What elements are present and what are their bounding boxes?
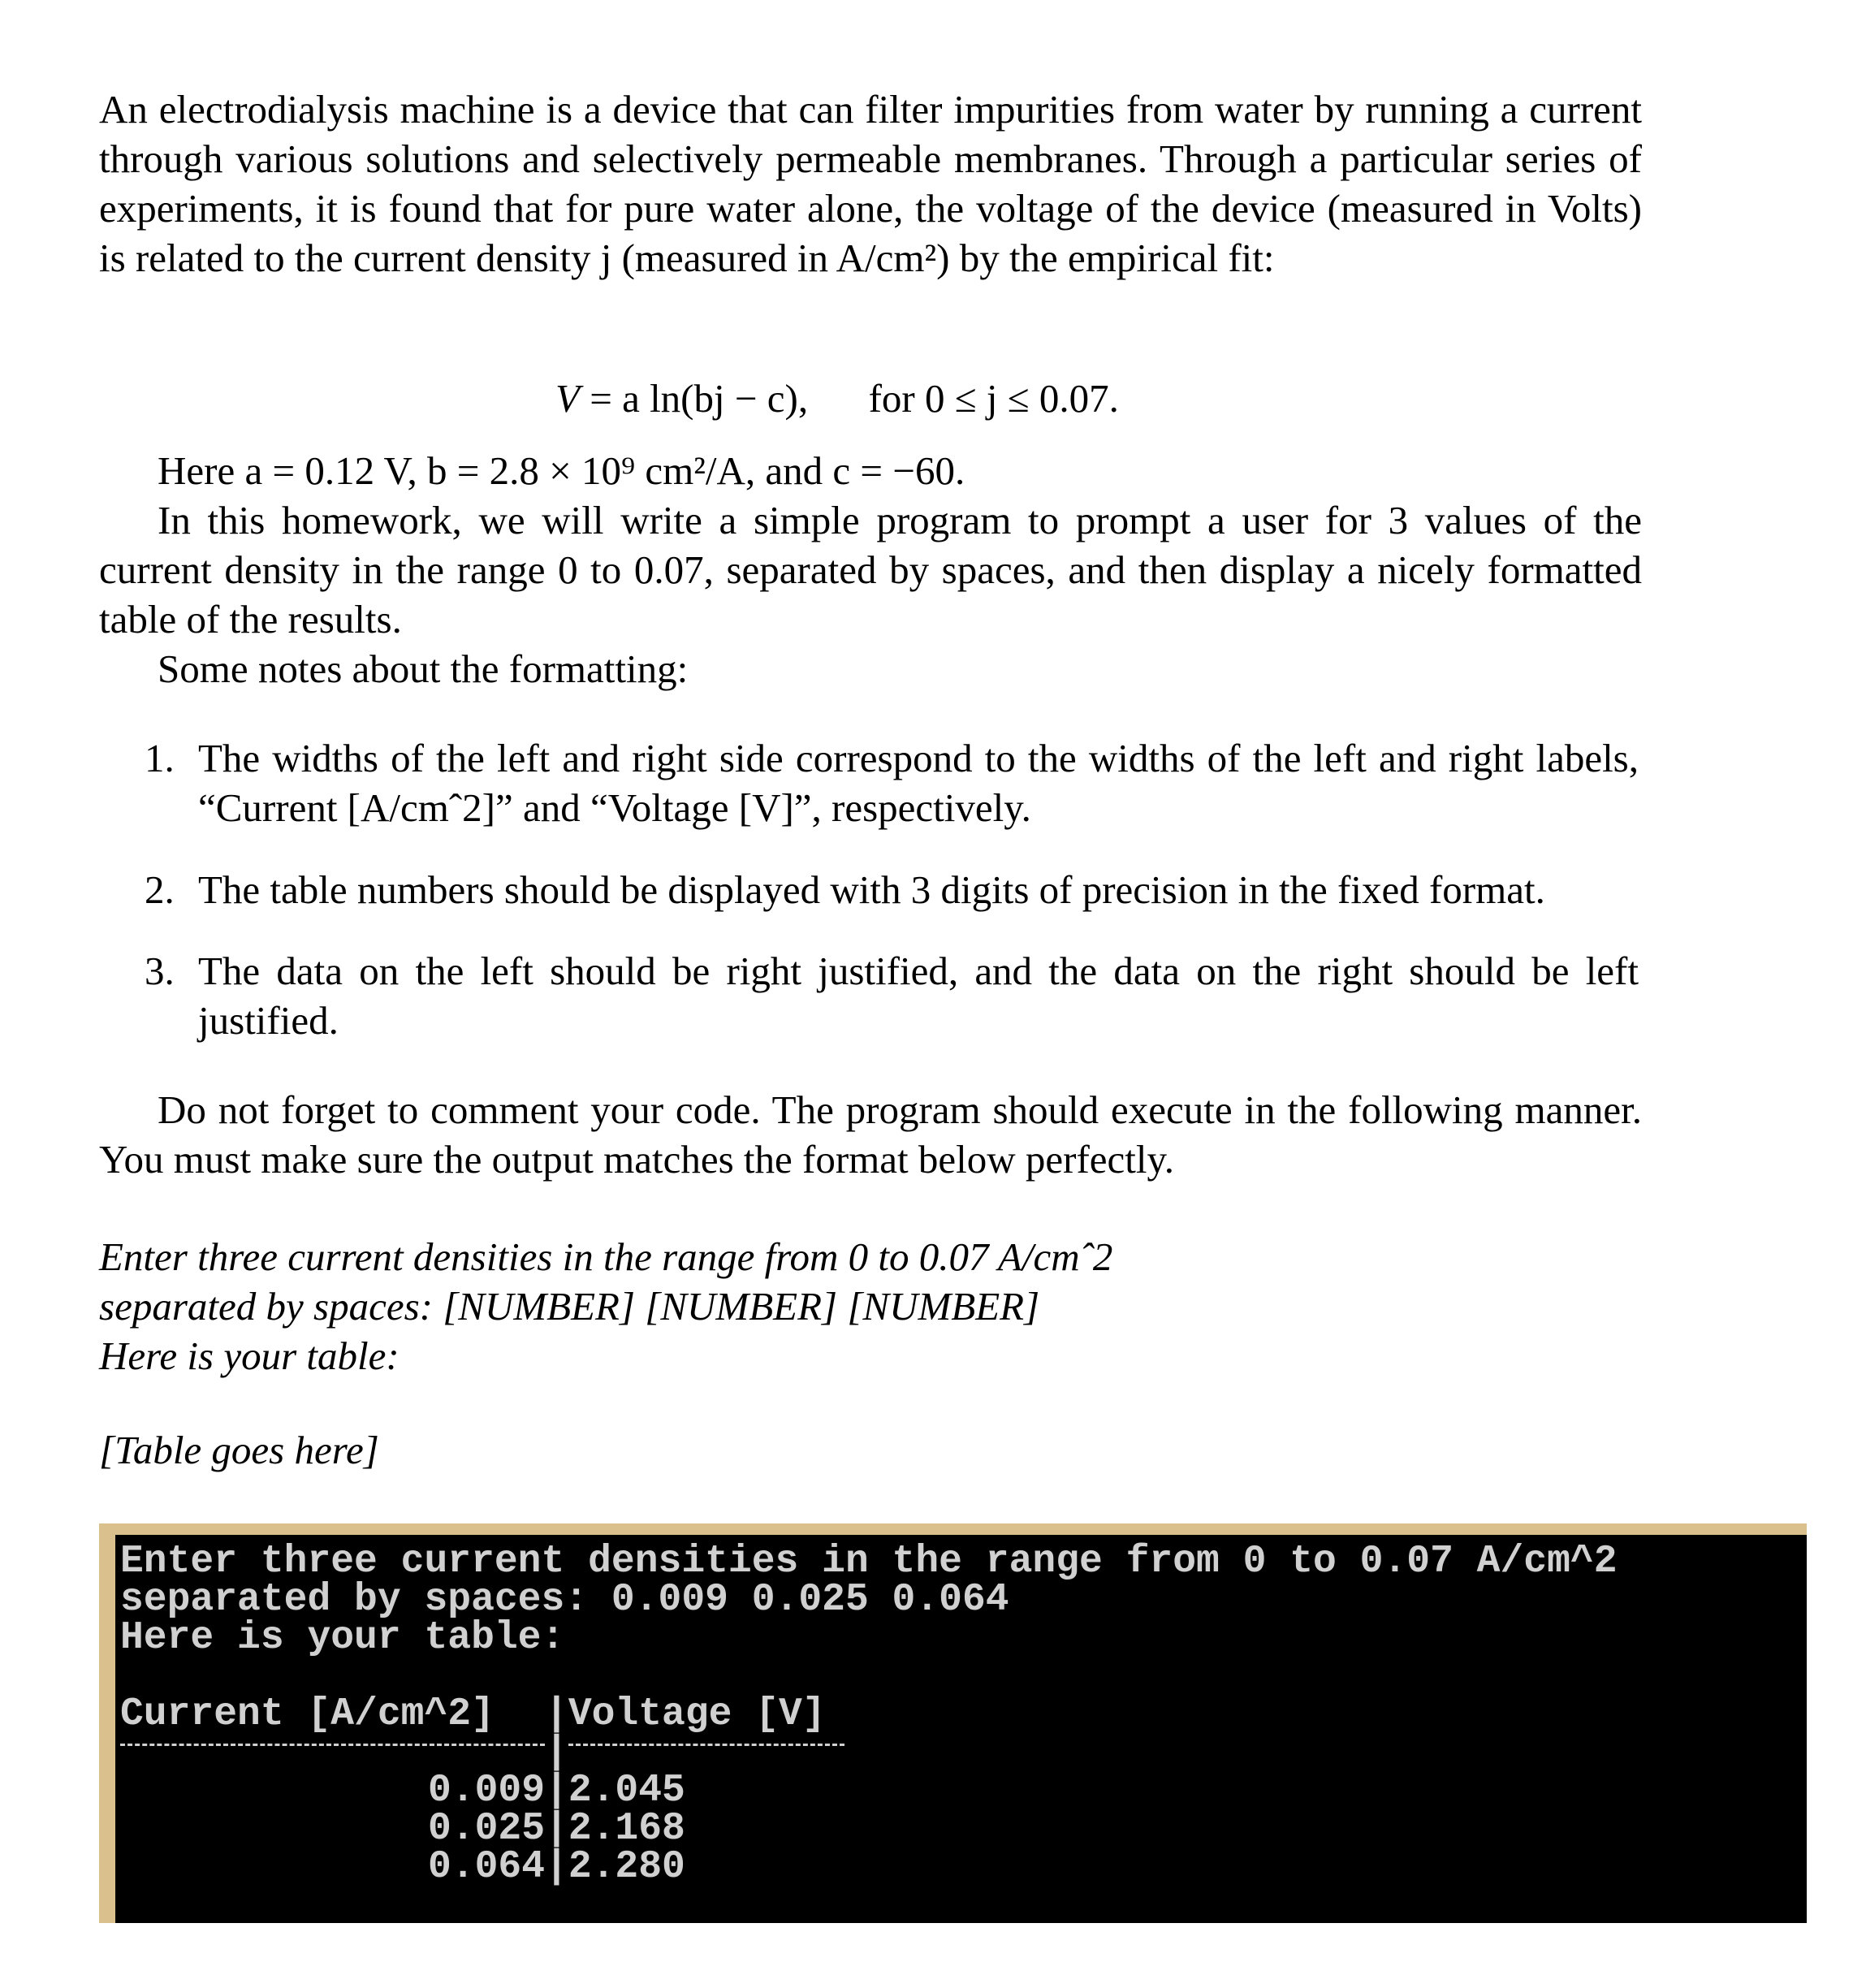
- sample-output-line-3: Here is your table:: [99, 1333, 400, 1378]
- console-prompt-line-3: Here is your table:: [120, 1616, 565, 1660]
- row-separator: |: [545, 1845, 568, 1889]
- note-text: The data on the left should be right justified, and the data on the right should be left justified.: [198, 949, 1639, 1043]
- console-table-header: [120, 1692, 1807, 1736]
- rule-right: [568, 1744, 844, 1746]
- row-current: 0.064: [427, 1845, 545, 1889]
- equation-lhs: V: [555, 376, 580, 421]
- note-text: The table numbers should be displayed with 3 digits of precision in the fixed format.: [198, 867, 1545, 912]
- sample-output-line-2: separated by spaces: [NUMBER] [NUMBER] [NUMBER]: [99, 1284, 1040, 1329]
- row-voltage: 2.045: [568, 1769, 685, 1813]
- note-number: 3.: [145, 949, 175, 993]
- rule-left: [120, 1744, 545, 1746]
- equation: [555, 375, 1119, 421]
- console-prompt-line-2: separated by spaces: 0.009 0.025 0.064: [120, 1578, 1009, 1622]
- row-current: 0.009: [427, 1769, 545, 1813]
- console-prompt-line-1: Enter three current densities in the range from 0 to 0.07 A/cm^2: [120, 1540, 1618, 1584]
- note-item-2: [145, 865, 1639, 914]
- intro-paragraph: An electrodialysis machine is a device that can filter impurities from water by running a current through various solutions and selectively permeable membranes. Through a particular series of experiments, it is found that for pure water alone, the voltage of the device (measured in Volts) is related to the current density j (measured in A/cm²) by the empirical fit:: [99, 87, 1642, 280]
- table-placeholder: [Table goes here]: [99, 1428, 379, 1472]
- console-screenshot: [99, 1523, 1807, 1923]
- row-separator: |: [545, 1769, 568, 1813]
- header-current: Current [A/cm^2]: [120, 1692, 495, 1736]
- header-separator: |: [545, 1692, 568, 1736]
- note-number: 2.: [145, 867, 175, 912]
- rule-separator: |: [545, 1731, 568, 1774]
- console-table-rule: [120, 1731, 1807, 1774]
- note-text: The widths of the left and right side correspond to the widths of the left and right labels, “Current [A/cmˆ2]” and “Voltage [V]”, respectively.: [198, 736, 1639, 830]
- console-table-row: [120, 1845, 1807, 1889]
- row-voltage: 2.168: [568, 1807, 685, 1851]
- note-number: 1.: [145, 736, 175, 780]
- closing-paragraph: Do not forget to comment your code. The program should execute in the following manner. You must make sure the output matches the format below perfectly.: [99, 1087, 1642, 1182]
- row-separator: |: [545, 1807, 568, 1851]
- note-item-1: [145, 733, 1639, 832]
- header-voltage: Voltage [V]: [568, 1692, 826, 1736]
- console-table-row: [120, 1807, 1807, 1851]
- sample-output-line-1: Enter three current densities in the range from 0 to 0.07 A/cmˆ2: [99, 1234, 1113, 1279]
- equation-rhs: = a ln(bj − c),: [590, 376, 809, 421]
- constants-line: Here a = 0.12 V, b = 2.8 × 10⁹ cm²/A, and c = −60.: [158, 448, 965, 493]
- equation-condition: for 0 ≤ j ≤ 0.07.: [868, 376, 1119, 421]
- notes-intro: Some notes about the formatting:: [158, 646, 689, 691]
- note-item-3: [145, 946, 1639, 1045]
- console-table-row: [120, 1769, 1807, 1813]
- row-current: 0.025: [427, 1807, 545, 1851]
- homework-paragraph: In this homework, we will write a simple program to prompt a user for 3 values of the current density in the range 0 to 0.07, separated by spaces, and then display a nicely formatted table of the results.: [99, 498, 1642, 642]
- console-window: [115, 1535, 1807, 1923]
- row-voltage: 2.280: [568, 1845, 685, 1889]
